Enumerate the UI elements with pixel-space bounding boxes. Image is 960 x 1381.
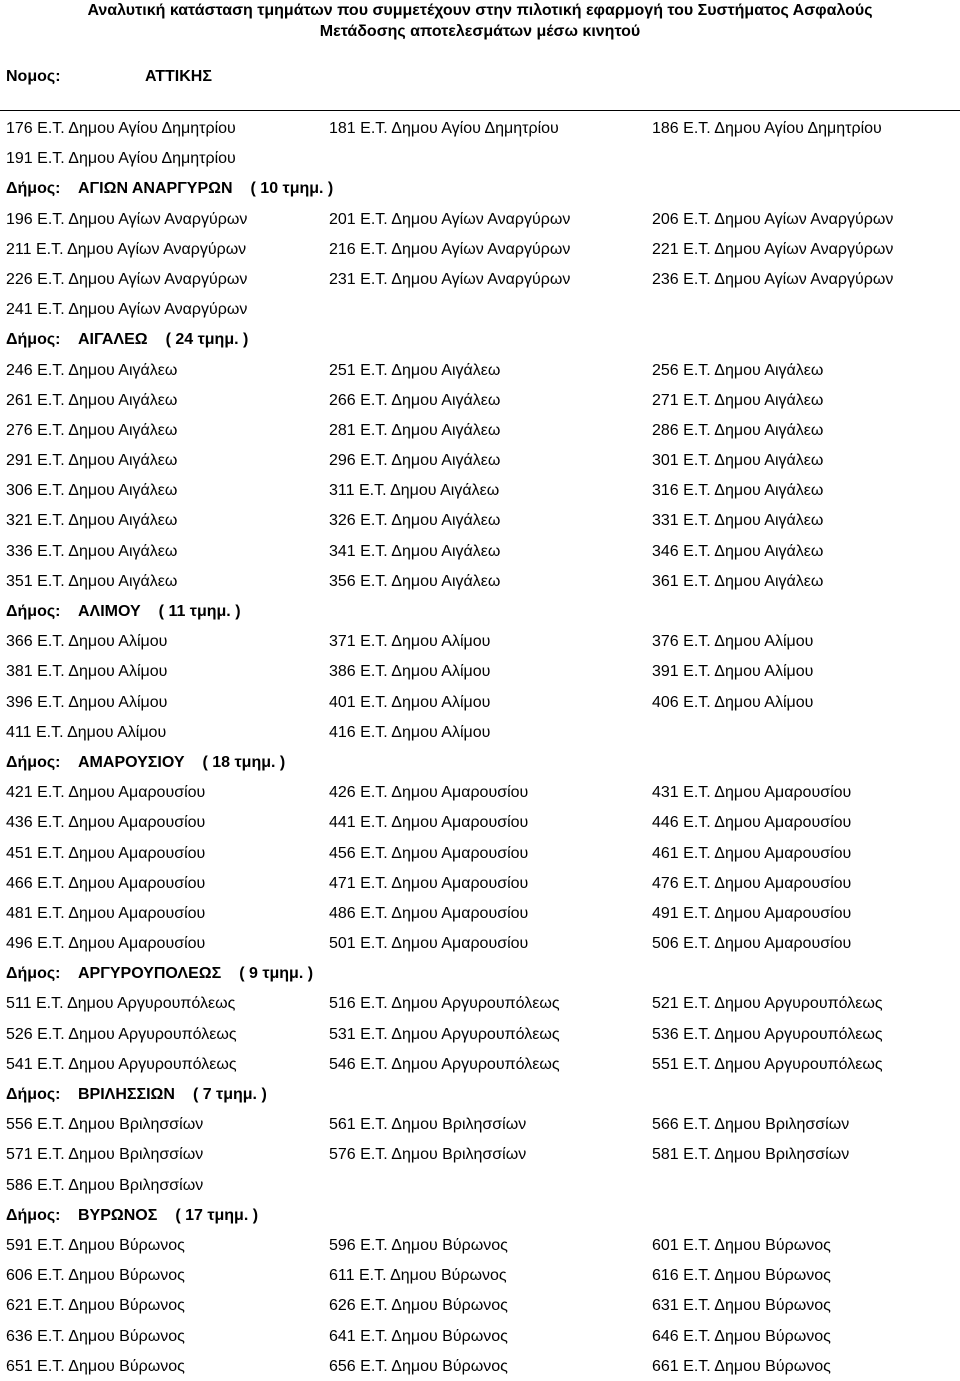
divider [0, 110, 960, 111]
station-entry: 576 Ε.Τ. Δημου Βριλησσίων [329, 1146, 527, 1164]
municipality-label: Δήμος: [6, 1206, 61, 1224]
municipality-heading [0, 1200, 960, 1230]
station-entry: 456 Ε.Τ. Δημου Αμαρουσίου [329, 844, 529, 862]
station-entry: 476 Ε.Τ. Δημου Αμαρουσίου [652, 874, 852, 892]
table-row [0, 143, 960, 173]
station-entry: 226 Ε.Τ. Δημου Αγίων Αναργύρων [6, 270, 248, 288]
station-entry: 501 Ε.Τ. Δημου Αμαρουσίου [329, 935, 529, 953]
station-entry: 351 Ε.Τ. Δημου Αιγάλεω [6, 572, 178, 590]
station-entry: 416 Ε.Τ. Δημου Αλίμου [329, 723, 491, 741]
station-entry: 511 Ε.Τ. Δημου Αργυρουπόλεως [6, 995, 236, 1013]
table-row [0, 626, 960, 656]
table-row [0, 1109, 960, 1139]
station-entry: 331 Ε.Τ. Δημου Αιγάλεω [652, 512, 824, 530]
title-line-1: Αναλυτική κατάσταση τμημάτων που συμμετέχουν στην πιλοτική εφαρμογή του Συστήματος Ασφαλούς [87, 2, 873, 19]
municipality-heading-text [6, 965, 313, 983]
municipality-heading-text [6, 1207, 258, 1225]
station-entry: 241 Ε.Τ. Δημου Αγίων Αναργύρων [6, 301, 248, 319]
municipality-name: ΑΛΙΜΟΥ [78, 603, 141, 620]
station-entry: 491 Ε.Τ. Δημου Αμαρουσίου [652, 904, 852, 922]
municipality-heading-text [6, 1086, 267, 1104]
station-entry: 461 Ε.Τ. Δημου Αμαρουσίου [652, 844, 852, 862]
table-row [0, 234, 960, 264]
station-entry: 426 Ε.Τ. Δημου Αμαρουσίου [329, 784, 529, 802]
municipality-name: ΑΓΙΩΝ ΑΝΑΡΓΥΡΩΝ [78, 180, 233, 198]
station-entry: 251 Ε.Τ. Δημου Αιγάλεω [329, 361, 501, 379]
station-entry: 466 Ε.Τ. Δημου Αμαρουσίου [6, 874, 206, 892]
table-row [0, 1351, 960, 1381]
municipality-name: ΒΥΡΩΝΟΣ [78, 1206, 158, 1224]
table-row [0, 1230, 960, 1260]
prefecture-label: Νομος: [6, 68, 61, 85]
station-entry: 526 Ε.Τ. Δημου Αργυρουπόλεως [6, 1025, 237, 1043]
municipality-name: ΑΜΑΡΟΥΣΙΟΥ [78, 753, 185, 771]
station-entry: 596 Ε.Τ. Δημου Βύρωνος [329, 1236, 508, 1254]
station-entry: 356 Ε.Τ. Δημου Αιγάλεω [329, 572, 501, 590]
station-entry: 316 Ε.Τ. Δημου Αιγάλεω [652, 482, 824, 500]
station-entry: 231 Ε.Τ. Δημου Αγίων Αναργύρων [329, 270, 571, 288]
station-entry: 236 Ε.Τ. Δημου Αγίων Αναργύρων [652, 270, 894, 288]
municipality-heading [0, 1079, 960, 1109]
table-row [0, 294, 960, 324]
section-count: ( 18 τμημ. ) [202, 753, 286, 771]
table-row [0, 505, 960, 535]
station-entry: 431 Ε.Τ. Δημου Αμαρουσίου [652, 784, 852, 802]
table-row [0, 898, 960, 928]
station-entry: 301 Ε.Τ. Δημου Αιγάλεω [652, 452, 824, 470]
municipality-heading-text [6, 603, 241, 621]
table-row [0, 445, 960, 475]
table-row [0, 1260, 960, 1290]
station-entry: 346 Ε.Τ. Δημου Αιγάλεω [652, 542, 824, 560]
station-entry: 381 Ε.Τ. Δημου Αλίμου [6, 663, 168, 681]
station-entry: 486 Ε.Τ. Δημου Αμαρουσίου [329, 904, 529, 922]
station-entry: 631 Ε.Τ. Δημου Βύρωνος [652, 1297, 831, 1315]
municipality-heading [0, 596, 960, 626]
station-entry: 396 Ε.Τ. Δημου Αλίμου [6, 693, 168, 711]
municipality-label: Δήμος: [6, 965, 61, 983]
station-entry: 471 Ε.Τ. Δημου Αμαρουσίου [329, 874, 529, 892]
station-entry: 586 Ε.Τ. Δημου Βριλησσίων [6, 1176, 204, 1194]
station-entry: 626 Ε.Τ. Δημου Βύρωνος [329, 1297, 508, 1315]
table-row [0, 566, 960, 596]
section-count: ( 11 τμημ. ) [158, 603, 241, 620]
station-entry: 581 Ε.Τ. Δημου Βριλησσίων [652, 1146, 850, 1164]
section-count: ( 7 τμημ. ) [192, 1086, 267, 1103]
station-entry: 366 Ε.Τ. Δημου Αλίμου [6, 633, 168, 651]
municipality-heading [0, 958, 960, 988]
station-entry: 646 Ε.Τ. Δημου Βύρωνος [652, 1327, 831, 1345]
station-entry: 441 Ε.Τ. Δημου Αμαρουσίου [329, 814, 529, 832]
station-entry: 321 Ε.Τ. Δημου Αιγάλεω [6, 512, 178, 530]
station-entry: 621 Ε.Τ. Δημου Βύρωνος [6, 1297, 185, 1315]
station-entry: 196 Ε.Τ. Δημου Αγίων Αναργύρων [6, 210, 248, 228]
station-entry: 256 Ε.Τ. Δημου Αιγάλεω [652, 361, 824, 379]
table-row [0, 988, 960, 1018]
station-entry: 291 Ε.Τ. Δημου Αιγάλεω [6, 452, 178, 470]
station-entry: 611 Ε.Τ. Δημου Βύρωνος [329, 1267, 507, 1285]
municipality-label: Δήμος: [6, 753, 61, 771]
station-entry: 556 Ε.Τ. Δημου Βριλησσίων [6, 1116, 204, 1134]
table-row [0, 838, 960, 868]
station-entry: 506 Ε.Τ. Δημου Αμαρουσίου [652, 935, 852, 953]
table-row [0, 717, 960, 747]
station-entry: 616 Ε.Τ. Δημου Βύρωνος [652, 1267, 831, 1285]
section-count: ( 24 τμημ. ) [165, 331, 249, 349]
municipality-label: Δήμος: [6, 603, 61, 620]
station-entry: 521 Ε.Τ. Δημου Αργυρουπόλεως [652, 995, 883, 1013]
table-row [0, 777, 960, 807]
station-entry: 451 Ε.Τ. Δημου Αμαρουσίου [6, 844, 206, 862]
table-row [0, 113, 960, 143]
prefecture-value: ΑΤΤΙΚΗΣ [145, 68, 212, 85]
station-entry: 296 Ε.Τ. Δημου Αιγάλεω [329, 452, 501, 470]
table-row [0, 355, 960, 385]
section-count: ( 17 τμημ. ) [175, 1206, 259, 1224]
station-entry: 401 Ε.Τ. Δημου Αλίμου [329, 693, 491, 711]
municipality-name: ΑΡΓΥΡΟΥΠΟΛΕΩΣ [78, 965, 222, 983]
station-entry: 281 Ε.Τ. Δημου Αιγάλεω [329, 421, 501, 439]
station-entry: 271 Ε.Τ. Δημου Αιγάλεω [652, 391, 824, 409]
station-entry: 566 Ε.Τ. Δημου Βριλησσίων [652, 1116, 850, 1134]
document-title [0, 0, 960, 42]
station-entry: 661 Ε.Τ. Δημου Βύρωνος [652, 1357, 831, 1375]
municipality-heading [0, 747, 960, 777]
prefecture-heading [6, 68, 212, 86]
station-entry: 176 Ε.Τ. Δημου Αγίου Δημητρίου [6, 120, 236, 137]
station-entry: 591 Ε.Τ. Δημου Βύρωνος [6, 1236, 185, 1254]
station-entry: 656 Ε.Τ. Δημου Βύρωνος [329, 1357, 508, 1375]
municipality-label: Δήμος: [6, 1086, 61, 1103]
section-count: ( 9 τμημ. ) [239, 965, 314, 983]
station-entry: 436 Ε.Τ. Δημου Αμαρουσίου [6, 814, 206, 832]
municipality-heading-text [6, 180, 333, 198]
station-entry: 206 Ε.Τ. Δημου Αγίων Αναργύρων [652, 210, 894, 228]
station-entry: 201 Ε.Τ. Δημου Αγίων Αναργύρων [329, 210, 571, 228]
station-entry: 606 Ε.Τ. Δημου Βύρωνος [6, 1267, 185, 1285]
station-entry: 496 Ε.Τ. Δημου Αμαρουσίου [6, 935, 206, 953]
station-entry: 561 Ε.Τ. Δημου Βριλησσίων [329, 1116, 527, 1134]
station-entry: 276 Ε.Τ. Δημου Αιγάλεω [6, 421, 178, 439]
station-entry: 546 Ε.Τ. Δημου Αργυρουπόλεως [329, 1055, 560, 1073]
station-entry: 181 Ε.Τ. Δημου Αγίου Δημητρίου [329, 120, 559, 137]
table-row [0, 1170, 960, 1200]
station-entry: 406 Ε.Τ. Δημου Αλίμου [652, 693, 814, 711]
station-entry: 286 Ε.Τ. Δημου Αιγάλεω [652, 421, 824, 439]
station-entry: 191 Ε.Τ. Δημου Αγίου Δημητρίου [6, 150, 236, 168]
municipality-label: Δήμος: [6, 180, 61, 198]
municipality-heading-text [6, 754, 285, 772]
table-row [0, 1290, 960, 1320]
municipality-heading [0, 324, 960, 354]
table-row [0, 687, 960, 717]
station-entry: 376 Ε.Τ. Δημου Αλίμου [652, 633, 814, 651]
table-row [0, 1321, 960, 1351]
station-entry: 601 Ε.Τ. Δημου Βύρωνος [652, 1236, 831, 1254]
station-entry: 421 Ε.Τ. Δημου Αμαρουσίου [6, 784, 206, 802]
table-row [0, 807, 960, 837]
station-entry: 551 Ε.Τ. Δημου Αργυρουπόλεως [652, 1055, 883, 1073]
stations-list [0, 113, 960, 1381]
table-row [0, 868, 960, 898]
station-entry: 261 Ε.Τ. Δημου Αιγάλεω [6, 391, 178, 409]
table-row [0, 1019, 960, 1049]
station-entry: 536 Ε.Τ. Δημου Αργυρουπόλεως [652, 1025, 883, 1043]
station-entry: 636 Ε.Τ. Δημου Βύρωνος [6, 1327, 185, 1345]
municipality-name: ΒΡΙΛΗΣΣΙΩΝ [78, 1086, 175, 1103]
municipality-heading [0, 173, 960, 203]
station-entry: 186 Ε.Τ. Δημου Αγίου Δημητρίου [652, 120, 882, 137]
table-row [0, 264, 960, 294]
table-row [0, 385, 960, 415]
table-row [0, 536, 960, 566]
table-row [0, 415, 960, 445]
municipality-heading-text [6, 331, 248, 349]
station-entry: 516 Ε.Τ. Δημου Αργυρουπόλεως [329, 995, 560, 1013]
title-line-2: Μετάδοσης αποτελεσμάτων μέσω κινητού [319, 23, 641, 40]
station-entry: 386 Ε.Τ. Δημου Αλίμου [329, 663, 491, 681]
station-entry: 531 Ε.Τ. Δημου Αργυρουπόλεως [329, 1025, 560, 1043]
municipality-label: Δήμος: [6, 331, 61, 349]
table-row [0, 1139, 960, 1169]
station-entry: 216 Ε.Τ. Δημου Αγίων Αναργύρων [329, 240, 571, 258]
station-entry: 651 Ε.Τ. Δημου Βύρωνος [6, 1357, 185, 1375]
municipality-name: ΑΙΓΑΛΕΩ [78, 331, 148, 349]
station-entry: 361 Ε.Τ. Δημου Αιγάλεω [652, 572, 824, 590]
station-entry: 311 Ε.Τ. Δημου Αιγάλεω [329, 482, 500, 500]
table-row [0, 656, 960, 686]
station-entry: 211 Ε.Τ. Δημου Αγίων Αναργύρων [6, 240, 247, 258]
station-entry: 326 Ε.Τ. Δημου Αιγάλεω [329, 512, 501, 530]
table-row [0, 204, 960, 234]
station-entry: 371 Ε.Τ. Δημου Αλίμου [329, 633, 491, 651]
table-row [0, 1049, 960, 1079]
station-entry: 411 Ε.Τ. Δημου Αλίμου [6, 723, 167, 741]
station-entry: 481 Ε.Τ. Δημου Αμαρουσίου [6, 904, 206, 922]
station-entry: 541 Ε.Τ. Δημου Αργυρουπόλεως [6, 1055, 237, 1073]
station-entry: 306 Ε.Τ. Δημου Αιγάλεω [6, 482, 178, 500]
station-entry: 341 Ε.Τ. Δημου Αιγάλεω [329, 542, 501, 560]
station-entry: 391 Ε.Τ. Δημου Αλίμου [652, 663, 814, 681]
station-entry: 246 Ε.Τ. Δημου Αιγάλεω [6, 361, 178, 379]
station-entry: 571 Ε.Τ. Δημου Βριλησσίων [6, 1146, 204, 1164]
station-entry: 641 Ε.Τ. Δημου Βύρωνος [329, 1327, 508, 1345]
station-entry: 266 Ε.Τ. Δημου Αιγάλεω [329, 391, 501, 409]
section-count: ( 10 τμημ. ) [250, 180, 334, 198]
station-entry: 446 Ε.Τ. Δημου Αμαρουσίου [652, 814, 852, 832]
table-row [0, 475, 960, 505]
station-entry: 221 Ε.Τ. Δημου Αγίων Αναργύρων [652, 240, 894, 258]
station-entry: 336 Ε.Τ. Δημου Αιγάλεω [6, 542, 178, 560]
table-row [0, 928, 960, 958]
